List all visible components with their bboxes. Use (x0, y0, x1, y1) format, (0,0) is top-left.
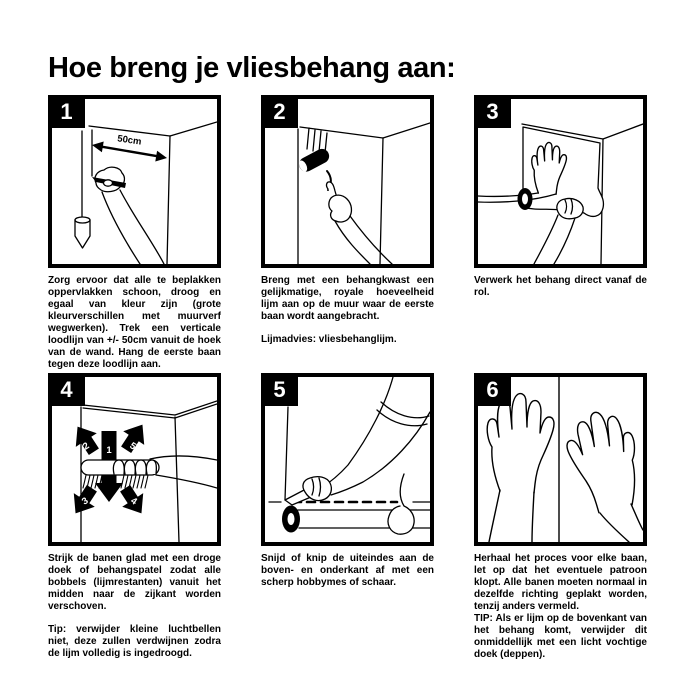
step-6-caption (474, 553, 647, 661)
fingertip (104, 180, 113, 186)
caption-paragraph: Herhaal het proces voor elke baan, let op dat het eventuele patroon klopt. Alle banen moeten normaal in dezelfde richting geplakt worden, tenzij anders vermeld. (474, 553, 647, 612)
step-number-badge (48, 373, 85, 406)
step-number: 5 (273, 376, 286, 402)
left-hand (487, 394, 554, 493)
step-3-caption (474, 275, 647, 299)
ceiling-line (175, 401, 217, 415)
glue-streak (319, 131, 321, 152)
caption-paragraph: Strijk de banen glad met een droge doek of behangspatel zodat alle bobbels (lijmrestanten) vanuit het midden naar de zijkant worden verschoven. (48, 553, 221, 612)
wallpaper-strip-edge (285, 407, 288, 500)
arrow-label: 1 (106, 445, 112, 456)
arm-outline (554, 218, 575, 264)
sleeve-cuff (381, 402, 429, 418)
caption-paragraph: Breng met een behangkwast een gelijkmatige, royale hoeveelheid lijm aan op de muur waar de eerste baan wordt aangebracht. (261, 275, 434, 322)
paint-roller (297, 146, 332, 174)
measure-label: 50cm (116, 133, 143, 148)
wallpaper-roll-core (522, 194, 528, 205)
step-number: 3 (486, 98, 499, 124)
caption-paragraph: Snijd of knip de uiteindes aan de boven- en onderkant af met een scherp hobbymes of schaar. (261, 553, 434, 588)
measure-arrow-shaft (101, 147, 158, 157)
roll-core (288, 513, 295, 525)
step-2-caption (261, 275, 434, 346)
step-2-panel (261, 95, 434, 268)
step-3-panel (474, 95, 647, 268)
arm-outline (335, 221, 370, 264)
caption-paragraph: Zorg ervoor dat alle te beplakken oppervlakken schoon, droog en egaal van kleur zijn (grote kleurverschillen met muurverf wegwerken). Trek een verticale loodlijn van +/- 50cm vanuit de hoek van de wand. Hang de eerste baan tegen deze loodlijn aan. (48, 275, 221, 370)
ceiling-line (383, 123, 430, 138)
ceiling-line (603, 124, 643, 139)
step-5-caption (261, 553, 434, 589)
elbow-outline (388, 474, 414, 534)
hand-outline (329, 195, 352, 222)
caption-paragraph: TIP: Als er lijm op de bovenkant van het behang komt, verwijder dit onmiddellijk met een licht vochtige doek (deppen). (474, 613, 647, 660)
arrow-label: 4 (128, 495, 139, 508)
arm-outline (150, 456, 217, 460)
step-number: 2 (273, 98, 286, 124)
plumb-bob-top (75, 217, 90, 223)
step-number-badge (261, 95, 298, 128)
step-5-panel (261, 373, 434, 546)
glue-streak (313, 130, 315, 151)
ceiling-line (170, 122, 217, 136)
finger-outline (135, 460, 146, 474)
ceiling-line (175, 404, 217, 418)
caption-paragraph: Lijmadvies: vliesbehanglijm. (261, 334, 397, 345)
glue-streak (307, 128, 309, 149)
step-6-panel (474, 373, 647, 546)
step-4 (48, 373, 221, 661)
finger-outline (146, 460, 156, 474)
arrow-label: 5 (127, 440, 138, 453)
arm-outline (331, 412, 430, 495)
step-number: 1 (60, 98, 73, 124)
arm-outline (534, 215, 558, 264)
step-4-caption (48, 553, 221, 660)
caption-paragraph: Verwerk het behang direct vanaf de rol. (474, 275, 647, 298)
step-2 (261, 95, 434, 373)
arm-outline (532, 492, 534, 542)
caption-paragraph: Tip: verwijder kleine luchtbellen niet, deze zullen verdwijnen zodra de lijm volledig is ingedroogd. (48, 624, 221, 659)
arrow-label: 2 (81, 440, 92, 453)
wall-corner-line (167, 136, 170, 264)
step-5 (261, 373, 434, 661)
arrow-up-right (116, 418, 153, 457)
measure-arrow-head (92, 142, 104, 153)
step-1 (48, 95, 221, 373)
plumb-bob (75, 220, 90, 248)
ceiling-line (300, 127, 383, 138)
page-title: Hoe breng je vliesbehang aan: (48, 52, 456, 85)
arm-outline (156, 475, 217, 488)
step-1-caption (48, 275, 221, 371)
arm-outline (631, 504, 643, 530)
step-6 (474, 373, 647, 661)
steps-grid (48, 95, 647, 661)
step-number: 6 (486, 376, 499, 402)
arrow-label: 3 (80, 495, 91, 508)
arm-outline (102, 192, 140, 264)
arrow-up-left (67, 420, 104, 459)
step-number-badge (261, 373, 298, 406)
finger-outline (113, 460, 124, 474)
arm-outline (120, 190, 164, 264)
measure-arrow-head (155, 151, 167, 162)
step-number-badge (474, 95, 511, 128)
arm-outline (350, 216, 392, 264)
step-number-badge (48, 95, 85, 128)
step-1-panel (48, 95, 221, 268)
step-number-badge (474, 373, 511, 406)
finger-outline (124, 460, 135, 474)
arm-outline (321, 377, 393, 488)
right-hand (562, 407, 643, 517)
step-number: 4 (60, 376, 73, 402)
wall-corner-line (380, 138, 383, 264)
step-3 (474, 95, 647, 373)
arm-outline (600, 513, 629, 542)
hand-outline (557, 198, 583, 218)
step-4-panel (48, 373, 221, 546)
arm-outline (489, 490, 500, 542)
